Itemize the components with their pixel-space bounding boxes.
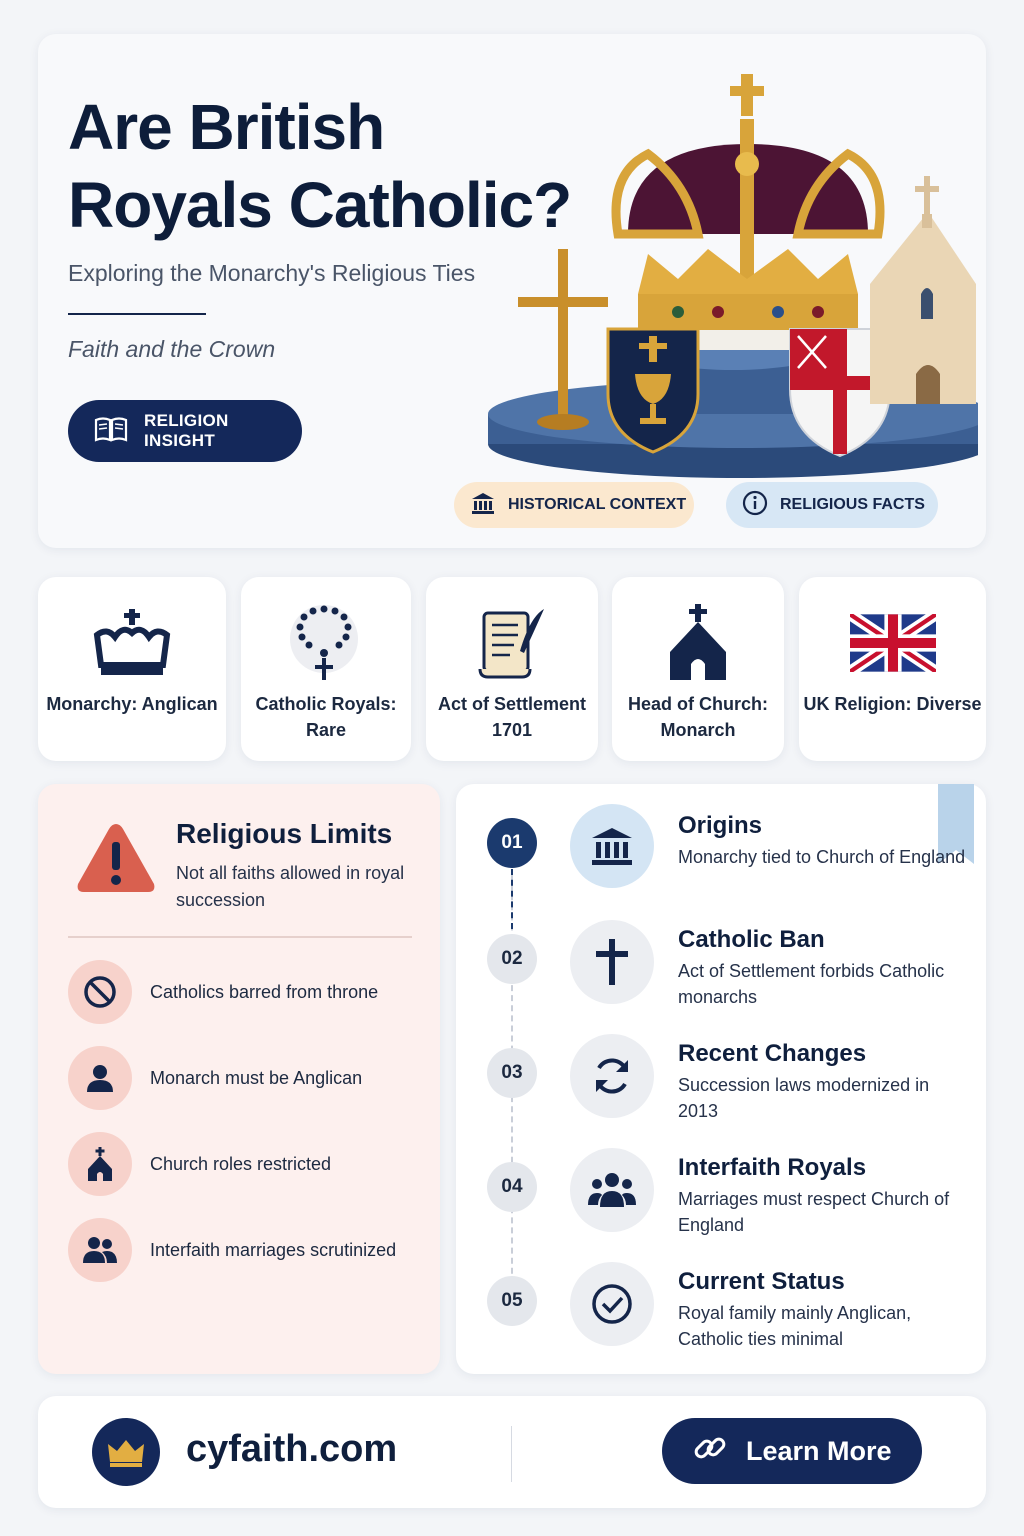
step-title: Current Status (678, 1268, 845, 1295)
stat-label: Monarchy: Anglican (46, 694, 218, 714)
hero-divider (68, 313, 206, 315)
religion-insight-label: RELIGION INSIGHT (144, 411, 229, 450)
stat-card-uk-religion (799, 577, 986, 761)
institution-icon (470, 491, 496, 520)
step-number: 05 (487, 1276, 537, 1326)
limit-label: Catholics barred from throne (150, 981, 379, 1002)
stat-label: Act of Settlement 1701 (437, 694, 587, 740)
scroll-quill-icon (474, 597, 550, 689)
timeline-connector-active (511, 869, 513, 929)
historical-context-label: HISTORICAL CONTEXT (508, 496, 687, 513)
prohibited-icon (68, 960, 132, 1024)
learn-more-button[interactable] (662, 1418, 922, 1484)
person-icon (68, 1046, 132, 1110)
hero-subtitle: Exploring the Monarchy's Religious Ties (68, 260, 476, 286)
timeline-panel (456, 784, 986, 1374)
religious-facts-badge[interactable] (726, 482, 938, 528)
hero-tagline: Faith and the Crown (68, 336, 276, 362)
step-description: Monarchy tied to Church of England (678, 847, 966, 867)
group-icon (570, 1148, 654, 1232)
crown-icon (616, 74, 880, 350)
union-jack-icon (850, 597, 936, 689)
step-number: 04 (487, 1162, 537, 1212)
limit-item (68, 1132, 331, 1196)
religion-insight-badge[interactable] (68, 400, 302, 462)
step-description: Succession laws modernized in 2013 (678, 1075, 930, 1121)
institution-icon (570, 804, 654, 888)
limit-label: Interfaith marriages scrutinized (150, 1239, 397, 1260)
limit-item (68, 960, 378, 1024)
step-description: Marriages must respect Church of England (678, 1189, 950, 1235)
step-title: Interfaith Royals (678, 1154, 867, 1181)
stat-card-catholic-royals (241, 577, 411, 761)
stat-card-act-of-settlement (426, 577, 598, 761)
stat-card-head-of-church (612, 577, 784, 761)
site-name[interactable]: cyfaith.com (186, 1428, 398, 1470)
hero-card (38, 34, 986, 548)
church-icon (68, 1132, 132, 1196)
church-icon (666, 597, 730, 689)
footer-divider (511, 1426, 512, 1482)
church-icon (870, 176, 976, 404)
limit-item (68, 1046, 362, 1110)
check-circle-icon (570, 1262, 654, 1346)
cross-icon (570, 920, 654, 1004)
religious-limits-panel (38, 784, 440, 1374)
crown-logo-icon (92, 1418, 160, 1486)
limit-label: Church roles restricted (150, 1153, 332, 1174)
step-description: Act of Settlement forbids Catholic monarchs (678, 961, 945, 1007)
stat-label: UK Religion: Diverse (803, 694, 982, 714)
historical-context-badge[interactable] (454, 482, 694, 528)
step-number: 02 (487, 934, 537, 984)
limits-description: Not all faiths allowed in royal succession (176, 863, 405, 910)
rosary-icon (288, 597, 364, 689)
crown-icon (93, 597, 171, 689)
limit-label: Monarch must be Anglican (150, 1067, 363, 1088)
limits-divider (68, 936, 412, 938)
stat-label: Head of Church: Monarch (627, 694, 768, 740)
step-number: 03 (487, 1048, 537, 1098)
link-icon (692, 1430, 728, 1473)
step-title: Recent Changes (678, 1040, 867, 1067)
open-book-icon (94, 416, 128, 447)
footer-bar (38, 1396, 986, 1508)
step-title: Catholic Ban (678, 926, 825, 953)
step-title: Origins (678, 812, 763, 839)
religious-facts-label: RELIGIOUS FACTS (780, 496, 925, 513)
refresh-icon (570, 1034, 654, 1118)
info-icon (742, 490, 768, 521)
stat-label: Catholic Royals: Rare (255, 694, 397, 740)
warning-icon (74, 820, 158, 901)
learn-more-label: Learn More (746, 1435, 892, 1466)
step-description: Royal family mainly Anglican, Catholic ties minimal (678, 1303, 912, 1349)
limit-item (68, 1218, 396, 1282)
stat-card-monarchy (38, 577, 226, 761)
limits-title: Religious Limits (176, 818, 393, 849)
hero-illustration (448, 64, 978, 484)
page-title: Are British Royals Catholic? (68, 91, 572, 241)
step-number: 01 (487, 818, 537, 868)
people-icon (68, 1218, 132, 1282)
